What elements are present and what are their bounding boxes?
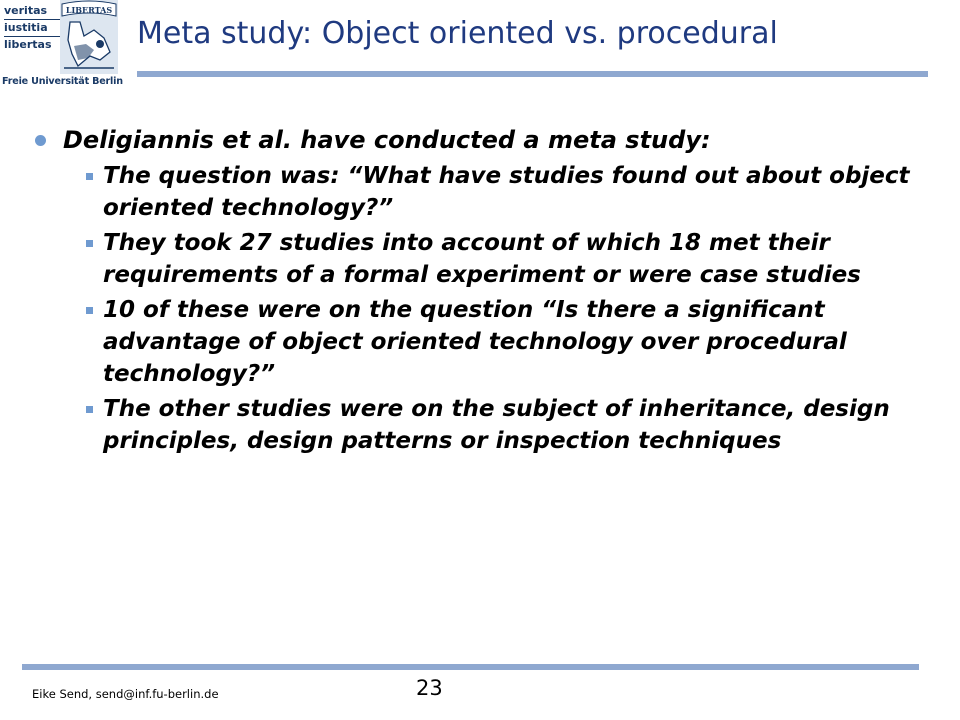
footer-divider [22,664,919,670]
seal-icon [60,0,118,74]
logo-motto-line: libertas [4,38,52,51]
sub-bullet-item [30,160,940,224]
bullet-square-icon [86,307,93,314]
bullet-square-icon [86,240,93,247]
slide-title: Meta study: Object oriented vs. procedural [137,16,778,51]
title-divider [137,71,928,77]
bullet-dot-icon [35,135,46,146]
sub-bullet-text: The other studies were on the subject of inheritance, design principles, design patterns or inspection techniques [103,396,890,454]
university-logo [0,0,122,92]
logo-motto-line: veritas [4,4,48,17]
sub-bullet-text: 10 of these were on the question “Is there a significant advantage of object oriented technology over procedural technology?” [103,297,847,387]
university-name: Freie Universität Berlin [2,76,123,87]
sub-bullet-item [30,227,940,291]
bullet-text: Deligiannis et al. have conducted a meta study: [63,126,711,154]
bullet-square-icon [86,406,93,413]
sub-bullet-item [30,294,940,390]
sub-bullet-item [30,393,940,457]
logo-motto-line: iustitia [4,21,48,34]
logo-motto [4,4,64,74]
sub-bullet-text: They took 27 studies into account of which 18 met their requirements of a formal experiment or were case studies [103,230,861,288]
bullet-item [30,125,940,156]
bullet-square-icon [86,173,93,180]
sub-bullet-text: The question was: “What have studies found out about object oriented technology?” [103,163,910,221]
footer-author: Eike Send, send@inf.fu-berlin.de [32,687,219,701]
seal-banner-text: LIBERTAS [65,5,113,15]
slide-content [30,125,940,460]
page-number: 23 [416,676,443,700]
